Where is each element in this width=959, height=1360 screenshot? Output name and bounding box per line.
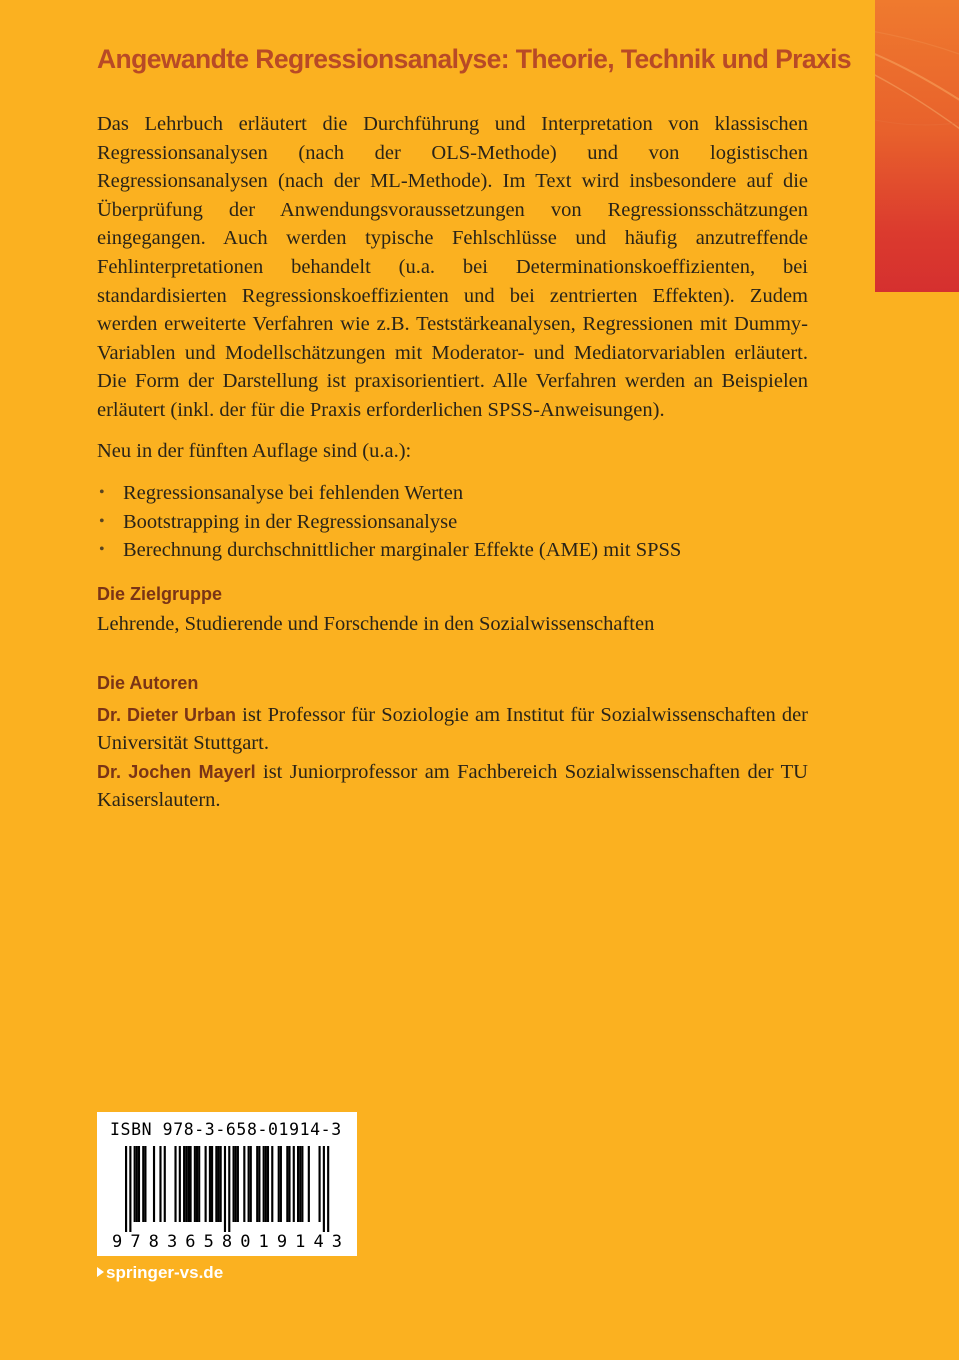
barcode-bar [190, 1146, 192, 1222]
list-item: • Bootstrapping in der Regressionsanalyse [97, 508, 808, 537]
barcode-bar [144, 1146, 146, 1222]
barcode-bar [265, 1146, 267, 1222]
barcode-bar [286, 1146, 288, 1222]
book-description: Das Lehrbuch erläutert die Durchführung und Interpretation von klassischen Regressionsanalysen (nach der OLS-Methode) und von logistischen Regressionsanalysen (nach der ML-Methode). Im Text wird insbesondere auf die Überprüfung der Anwendungsvoraussetzungen von Regressionsschätzungen eingegangen. Auch werden typische Fehlschlüsse und häufig anzutreffende Fehlinterpretationen behandelt (u.a. bei Determinationskoeffizienten, bei standardisierten Regressionskoeffizienten und bei zentrierten Effekten). Zudem werden erweiterte Verfahren wie z.B. Teststärkeanalysen, Regressionen mit Dummy-Variablen und Modellschätzungen mit Moderator- und Mediatorvariablen erläutert. Die Form der Darstellung ist praxisorientiert. Alle Verfahren werden an Beispielen erläutert (inkl. der für die Praxis erforderlichen SPSS-Anweisungen). [97, 113, 808, 421]
barcode-bar [293, 1146, 295, 1222]
barcode-digits: 9783658019143 [112, 1232, 342, 1252]
barcode-bar [228, 1146, 230, 1232]
barcode-bar [224, 1146, 226, 1232]
barcode-bar [248, 1146, 250, 1222]
barcode-bar [215, 1146, 217, 1222]
barcode-bar [308, 1146, 310, 1222]
barcode-bar [217, 1146, 219, 1222]
barcode-bar [211, 1146, 213, 1222]
barcode-bar [288, 1146, 290, 1222]
list-item: • Berechnung durchschnittlicher marginaler Effekte (AME) mit SPSS [97, 536, 808, 565]
barcode-bar [237, 1146, 239, 1222]
barcode-bar [142, 1146, 144, 1222]
barcode-bar [183, 1146, 185, 1222]
publisher-link[interactable] [97, 1263, 223, 1283]
author-name: Dr. Dieter Urban [97, 704, 237, 725]
barcode-bar [174, 1146, 176, 1222]
cover-corner-graphic [875, 0, 959, 292]
bullet-icon: • [99, 484, 105, 502]
barcode-bar [209, 1146, 211, 1222]
barcode-bar [196, 1146, 198, 1222]
barcode-bar [267, 1146, 269, 1222]
author-name: Dr. Jochen Mayerl [97, 761, 256, 782]
barcode-bar [235, 1146, 237, 1222]
target-group-text: Lehrende, Studierende und Forschende in den Sozialwissenschaften [97, 612, 655, 635]
book-title: Angewandte Regressionsanalyse: Theorie, Technik und Praxis [97, 44, 852, 74]
barcode-graphic [97, 1112, 357, 1256]
barcode-bar [323, 1146, 325, 1232]
barcode-bars [125, 1146, 329, 1232]
author-entry [97, 701, 808, 758]
isbn-barcode [97, 1112, 357, 1256]
barcode-bar [250, 1146, 252, 1222]
barcode-bar [220, 1146, 222, 1222]
target-group-heading: Die Zielgruppe [97, 583, 223, 604]
publisher-url-text: springer-vs.de [106, 1263, 224, 1282]
barcode-bar [179, 1146, 181, 1222]
author-entry [97, 758, 808, 815]
barcode-bar [187, 1146, 189, 1222]
barcode-bar [243, 1146, 245, 1222]
barcode-bar [258, 1146, 260, 1222]
list-item: • Regressionsanalyse bei fehlenden Werten [97, 479, 808, 508]
barcode-bar [271, 1146, 273, 1222]
barcode-bar [198, 1146, 200, 1222]
barcode-bar [327, 1146, 329, 1232]
barcode-bar [278, 1146, 280, 1222]
barcode-bar [263, 1146, 265, 1222]
barcode-bar [129, 1146, 131, 1232]
arrow-right-icon [97, 1267, 104, 1277]
new-edition-intro: Neu in der fünften Auflage sind (u.a.): [97, 439, 412, 462]
new-edition-list [97, 479, 808, 565]
barcode-bar [297, 1146, 299, 1222]
barcode-bar [301, 1146, 303, 1222]
author-bio: ist Juniorprofessor am Fachbereich Sozialwissenschaften der TU Kaiserslautern. [97, 760, 808, 812]
barcode-bar [136, 1146, 138, 1222]
bullet-icon: • [99, 541, 105, 559]
barcode-bar [299, 1146, 301, 1222]
barcode-bar [256, 1146, 258, 1222]
barcode-bar [233, 1146, 235, 1222]
barcode-bar [138, 1146, 140, 1222]
bullet-icon: • [99, 512, 105, 530]
barcode-bar [194, 1146, 196, 1222]
barcode-bar [205, 1146, 207, 1222]
barcode-bar [319, 1146, 321, 1222]
barcode-bar [134, 1146, 136, 1222]
authors-heading: Die Autoren [97, 672, 199, 693]
isbn-label: ISBN 978-3-658-01914-3 [110, 1120, 342, 1139]
authors-block [97, 701, 808, 815]
blurb-content [97, 110, 808, 815]
barcode-bar [280, 1146, 282, 1222]
barcode-bar [125, 1146, 127, 1232]
barcode-bar [185, 1146, 187, 1222]
barcode-bar [159, 1146, 161, 1222]
barcode-bar [164, 1146, 166, 1222]
author-bio: ist Professor für Soziologie am Institut für Sozialwissenschaften der Universität Stuttgart. [97, 703, 808, 755]
barcode-bar [153, 1146, 155, 1222]
